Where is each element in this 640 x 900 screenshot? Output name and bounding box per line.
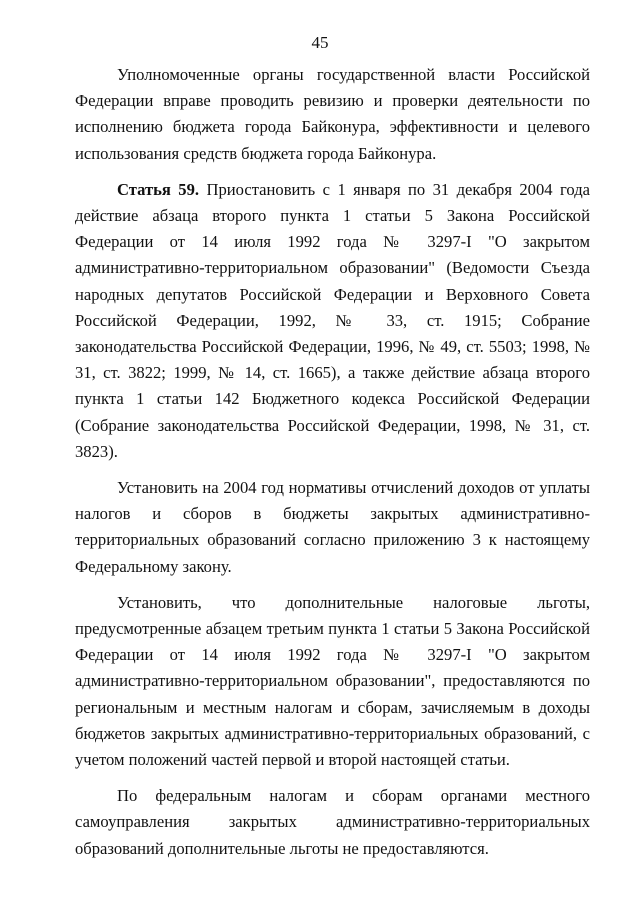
document-body [75, 62, 590, 862]
paragraph-text: Приостановить с 1 января по 31 декабря 2004 года действие абзаца второго пункта 1 статьи 5 Закона Российской Федерации от 14 июля 1992 года № 3297-I "О закрытом административно-территориальном образовании" (Ведомости Съезда народных депутатов Российской Федерации и Верховного Совета Российской Федерации, 1992, № 33, ст. 1915; Собрание законодательства Российской Федерации, 1996, № 49, ст. 5503; 1998, № 31, ст. 3822; 1999, № 14, ст. 1665), а также действие абзаца второго пункта 1 статьи 142 Бюджетного кодекса Российской Федерации (Собрание законодательства Российской Федерации, 1998, № 31, ст. 3823). [75, 179, 591, 461]
paragraph-tax-benefits [75, 590, 590, 773]
paragraph-text: Установить, что дополнительные налоговые льготы, предусмотренные абзацем третьим пункта 1 статьи 5 Закона Российской Федерации от 14 июля 1992 года № 3297-I "О закрытом административно-территориальном образовании", предоставляются по региональным и местным налогам и сборам, зачисляемым в доходы бюджетов закрытых административно-территориальных образований, с учетом положений частей первой и второй настоящей статьи. [75, 592, 590, 770]
article-heading: Статья 59. [117, 179, 200, 199]
paragraph-article-59 [75, 177, 590, 465]
paragraph-deduction-norms [75, 475, 590, 580]
paragraph-text: Установить на 2004 год нормативы отчислений доходов от уплаты налогов и сборов в бюджеты закрытых административно-территориальных образований согласно приложению 3 к настоящему Федеральному закону. [75, 478, 590, 576]
page-number: 45 [311, 33, 329, 52]
paragraph-text: По федеральным налогам и сборам органами местного самоуправления закрытых административно-территориальных образований дополнительные льготы не предоставляются. [75, 786, 590, 858]
paragraph-federal-taxes [75, 783, 590, 862]
paragraph-audit-rights [75, 62, 590, 167]
paragraph-text: Уполномоченные органы государственной власти Российской Федерации вправе проводить ревизию и проверки деятельности по исполнению бюджета города Байконура, эффективности и целевого использования средств бюджета города Байконура. [75, 65, 590, 163]
